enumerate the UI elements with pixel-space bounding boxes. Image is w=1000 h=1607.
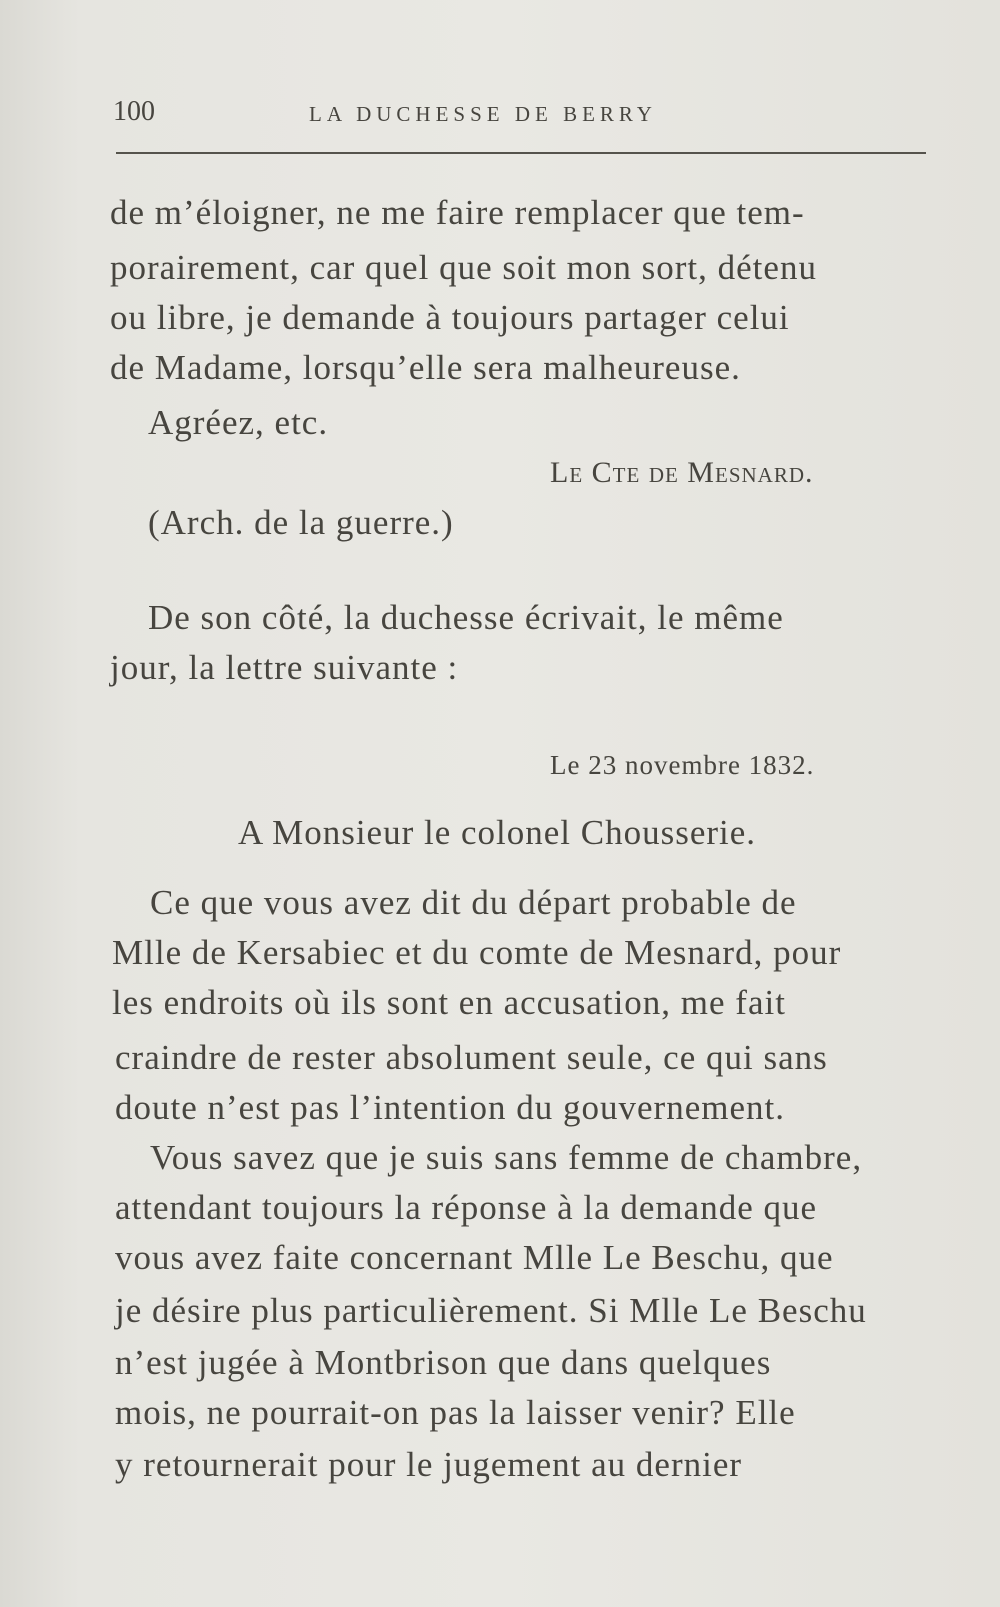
text-line: craindre de rester absolument seule, ce qui sans [115,1038,828,1077]
text-line: je désire plus particulièrement. Si Mlle Le Beschu [115,1291,867,1330]
letter-closing: Agréez, etc. [148,403,329,442]
text-line: de Madame, lorsqu’elle sera malheureuse. [110,348,741,387]
letter-signature: Le Cte de Mesnard. [550,456,814,489]
text-line: de m’éloigner, ne me faire remplacer que tem- [110,193,805,232]
page-header [113,96,925,136]
text-line: ou libre, je demande à toujours partager celui [110,298,790,337]
page-number: 100 [113,96,155,127]
letter-addressee: A Monsieur le colonel Chousserie. [238,813,757,852]
text-line: doute n’est pas l’intention du gouvernement. [115,1088,785,1127]
text-line: n’est jugée à Montbrison que dans quelques [115,1343,772,1382]
text-line: Vous savez que je suis sans femme de chambre, [150,1138,863,1177]
text-line: mois, ne pourrait-on pas la laisser venir? Elle [115,1393,796,1432]
running-head: LA DUCHESSE DE BERRY [309,102,657,126]
letter-date: Le 23 novembre 1832. [550,750,815,780]
text-line: vous avez faite concernant Mlle Le Beschu, que [115,1238,834,1277]
text-line: y retournerait pour le jugement au dernier [115,1445,743,1484]
text-line: jour, la lettre suivante : [110,648,459,687]
text-line: Ce que vous avez dit du départ probable de [150,883,797,922]
archive-source: (Arch. de la guerre.) [148,503,454,542]
text-line: Mlle de Kersabiec et du comte de Mesnard, pour [112,933,842,972]
text-line: porairement, car quel que soit mon sort, détenu [110,248,817,287]
text-line: les endroits où ils sont en accusation, me fait [112,983,786,1022]
text-line: De son côté, la duchesse écrivait, le même [148,598,784,637]
header-rule [116,152,926,154]
text-line: attendant toujours la réponse à la demande que [115,1188,818,1227]
